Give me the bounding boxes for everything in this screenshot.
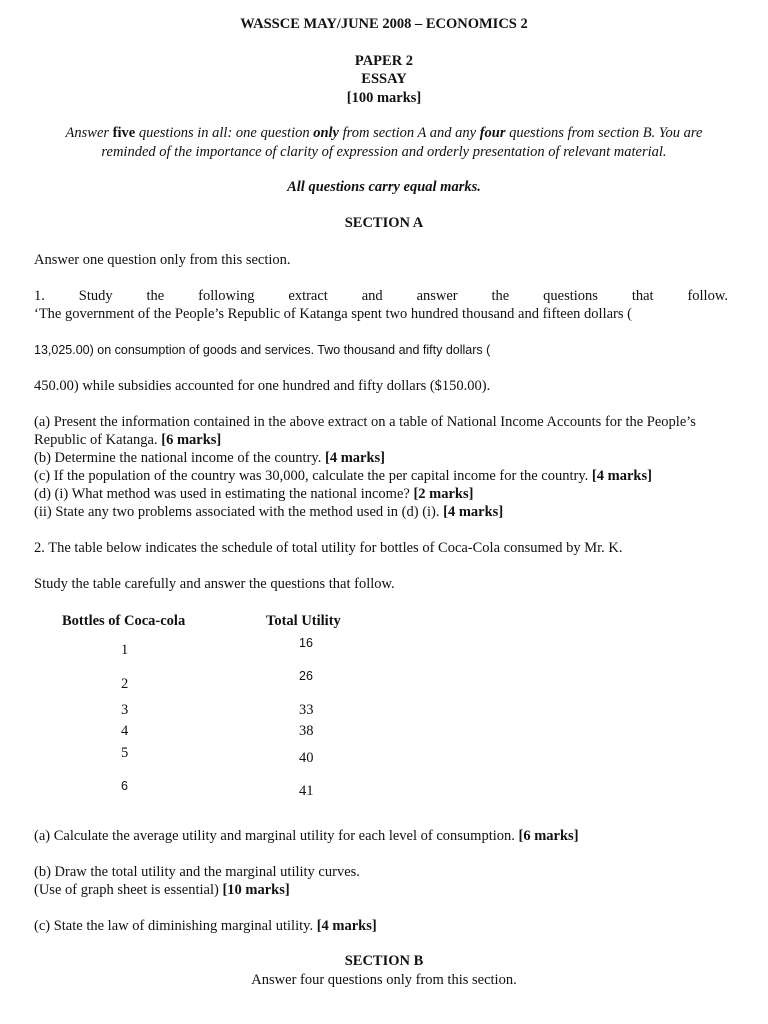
table-cell-bottles: 4 bbox=[121, 723, 129, 739]
instruction-text: Answer bbox=[65, 125, 113, 141]
total-marks: [100 marks] bbox=[346, 90, 422, 106]
equal-marks-note: All questions carry equal marks. bbox=[287, 179, 481, 195]
instruction-text: questions in all: one question bbox=[135, 125, 314, 141]
section-a-instruction: Answer one question only from this section. bbox=[34, 252, 291, 268]
paper-type: ESSAY bbox=[361, 71, 407, 87]
instruction-emphasis-five: five bbox=[112, 125, 136, 141]
q1-part-b bbox=[34, 450, 385, 467]
q1-word: that bbox=[631, 288, 654, 304]
q2-part-b-text: (Use of graph sheet is essential) bbox=[34, 882, 223, 898]
q2-intro: 2. The table below indicates the schedule of total utility for bottles of Coca-Cola consumed by Mr. K. bbox=[34, 540, 623, 556]
q1-part-b-text: (b) Determine the national income of the country. bbox=[34, 450, 325, 466]
q1-part-c-marks: [4 marks] bbox=[591, 468, 652, 484]
q1-part-a: (a) Present the information contained in the above extract on a table of National Income Accounts for the People’s bbox=[34, 414, 696, 430]
q2-part-b-cont bbox=[34, 882, 290, 899]
q1-word: extract bbox=[288, 288, 328, 304]
q1-word: Study bbox=[78, 288, 113, 304]
table-cell-utility: 38 bbox=[299, 723, 314, 739]
q1-word: answer bbox=[416, 288, 458, 304]
q1-part-d-i-text: (d) (i) What method was used in estimating the national income? bbox=[34, 486, 414, 502]
table-cell-utility: 41 bbox=[299, 783, 314, 799]
q1-part-a-cont bbox=[34, 432, 221, 449]
q1-word: and bbox=[361, 288, 383, 304]
table-cell-utility: 40 bbox=[299, 750, 314, 766]
table-header-utility: Total Utility bbox=[266, 613, 341, 629]
table-cell-bottles: 6 bbox=[121, 779, 128, 793]
instruction-line-2: reminded of the importance of clarity of expression and orderly presentation of relevant material. bbox=[101, 144, 667, 160]
table-cell-bottles: 1 bbox=[121, 642, 129, 658]
section-b-heading: SECTION B bbox=[344, 953, 424, 969]
q1-part-d-ii-marks: [4 marks] bbox=[443, 504, 504, 520]
table-cell-bottles: 2 bbox=[121, 676, 129, 692]
q1-part-b-marks: [4 marks] bbox=[324, 450, 385, 466]
q1-word: the bbox=[146, 288, 165, 304]
table-cell-utility: 26 bbox=[299, 669, 313, 683]
instruction-emphasis-four: four bbox=[479, 125, 506, 141]
instruction-emphasis-only: only bbox=[313, 125, 339, 141]
q2-part-c bbox=[34, 918, 377, 935]
table-cell-utility: 16 bbox=[299, 636, 313, 650]
q1-part-c-text: (c) If the population of the country was 30,000, calculate the per capital income for the country. bbox=[34, 468, 592, 484]
q2-part-a-text: (a) Calculate the average utility and marginal utility for each level of consumption. bbox=[34, 828, 519, 844]
q1-word: 1. bbox=[34, 288, 45, 304]
q1-line-2: ‘The government of the People’s Republic of Katanga spent two hundred thousand and fifteen dollars ( bbox=[34, 306, 632, 322]
table-cell-utility: 33 bbox=[299, 702, 314, 718]
q1-part-d-i bbox=[34, 486, 473, 503]
q2-part-c-text: (c) State the law of diminishing marginal utility. bbox=[34, 918, 317, 934]
q2-part-c-marks: [4 marks] bbox=[316, 918, 377, 934]
paper-number: PAPER 2 bbox=[354, 53, 414, 69]
q1-word: questions bbox=[543, 288, 598, 304]
q1-part-d-ii bbox=[34, 504, 503, 521]
instruction-text: questions from section B. You are bbox=[505, 125, 703, 141]
table-cell-bottles: 3 bbox=[121, 702, 129, 718]
section-a-heading: SECTION A bbox=[344, 215, 424, 231]
instruction-text: from section A and any bbox=[339, 125, 480, 141]
q1-part-c bbox=[34, 468, 652, 485]
q1-word: the bbox=[491, 288, 510, 304]
q1-part-a-text: Republic of Katanga. bbox=[34, 432, 162, 448]
q2-part-a-marks: [6 marks] bbox=[518, 828, 579, 844]
q1-part-d-ii-text: (ii) State any two problems associated with the method used in (d) (i). bbox=[34, 504, 444, 520]
q1-word: follow. bbox=[687, 288, 728, 304]
q2-study-note: Study the table carefully and answer the questions that follow. bbox=[34, 576, 395, 592]
table-cell-bottles: 5 bbox=[121, 745, 129, 761]
section-b-instruction: Answer four questions only from this section. bbox=[251, 972, 517, 988]
q1-line-4: 450.00) while subsidies accounted for one hundred and fifty dollars ($150.00). bbox=[34, 378, 491, 394]
q1-word: following bbox=[198, 288, 255, 304]
table-header-bottles: Bottles of Coca-cola bbox=[62, 613, 186, 629]
instruction-line-1 bbox=[0, 125, 768, 142]
q2-part-a bbox=[34, 828, 579, 845]
q1-part-a-marks: [6 marks] bbox=[161, 432, 222, 448]
q1-part-d-i-marks: [2 marks] bbox=[413, 486, 474, 502]
q2-part-b-marks: [10 marks] bbox=[222, 882, 290, 898]
q2-part-b: (b) Draw the total utility and the marginal utility curves. bbox=[34, 864, 360, 880]
q1-line-3: 13,025.00) on consumption of goods and services. Two thousand and fifty dollars ( bbox=[34, 343, 491, 357]
q1-line-1 bbox=[34, 288, 728, 305]
exam-title: WASSCE MAY/JUNE 2008 – ECONOMICS 2 bbox=[240, 16, 528, 32]
